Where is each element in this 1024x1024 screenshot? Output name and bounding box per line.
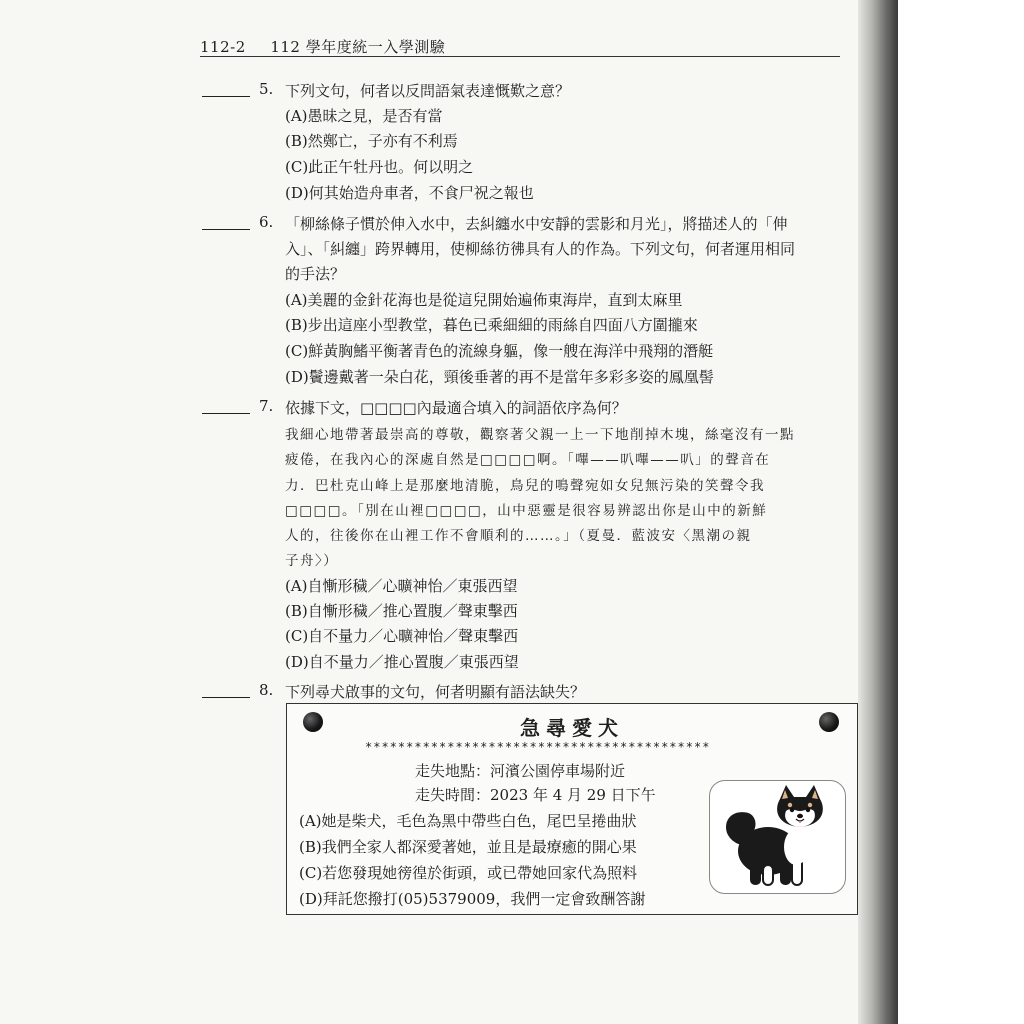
passage-line-3: 力．巴杜克山峰上是那麼地清脆，鳥兒的鳴聲宛如女兒無污染的笑聲令我: [285, 478, 765, 494]
option-b: (B)步出這座小型教堂，暮色已乘細細的雨絲自四面八方圍攏來: [285, 316, 698, 334]
passage-line-1: 我細心地帶著最崇高的尊敬，觀察著父親一上一下地削掉木塊，絲毫沒有一點: [285, 427, 795, 443]
passage-line-4: □□□□。「別在山裡□□□□，山中惡靈是很容易辨認出你是山中的新鮮: [285, 503, 768, 519]
answer-blank: [202, 697, 250, 698]
notice-title: 急尋愛犬: [520, 716, 624, 740]
option-a: (A)自慚形穢／心曠神怡／東張西望: [285, 577, 518, 595]
option-c: (C)此正午牡丹也。何以明之: [285, 158, 474, 176]
question-number: 6.: [259, 213, 274, 231]
lost-dog-notice: [286, 703, 858, 915]
passage-line-2: 疲倦，在我內心的深處自然是□□□□啊。「嗶——叭嗶——叭」的聲音在: [285, 452, 771, 468]
question-stem-line-1: 「柳絲條子慣於伸入水中，去糾纏水中安靜的雲影和月光」，將描述人的「伸: [285, 215, 788, 233]
dog-picture-frame: [709, 780, 846, 894]
answer-blank: [202, 413, 250, 414]
passage-line-5: 人的，往後你在山裡工作不會順利的……。」（夏曼．藍波安〈黑潮の親: [285, 528, 752, 544]
header-rule: [200, 56, 840, 57]
option-b: (B)然鄭亡，子亦有不利焉: [285, 132, 458, 150]
option-d: (D)鬢邊戴著一朵白花，頸後垂著的再不是當年多彩多姿的鳳凰髻: [285, 368, 714, 386]
option-a: (A)美麗的金針花海也是從這兒開始遍佈東海岸，直到太麻里: [285, 291, 683, 309]
answer-blank: [202, 229, 250, 230]
notice-option-c: (C)若您發現她徬徨於街頭，或已帶她回家代為照料: [299, 864, 638, 882]
page-label: 112-2: [200, 38, 246, 56]
option-d: (D)何其始造舟車者，不食尸祝之報也: [285, 184, 534, 202]
notice-location: 走失地點：河濱公園停車場附近: [415, 762, 626, 780]
option-b: (B)自慚形穢／推心置腹／聲東擊西: [285, 602, 518, 620]
notice-time: 走失時間：2023 年 4 月 29 日下午: [415, 786, 656, 804]
exam-title: 112 學年度統一入學測驗: [270, 38, 446, 56]
option-d: (D)自不量力／推心置腹／東張西望: [285, 653, 519, 671]
question-number: 5.: [259, 80, 274, 98]
question-number: 7.: [259, 397, 274, 415]
question-stem: 下列文句，何者以反問語氣表達慨歎之意？: [285, 82, 571, 100]
question-stem: 下列尋犬啟事的文句，何者明顯有語法缺失？: [285, 683, 586, 701]
question-number: 8.: [259, 681, 274, 699]
question-stem-line-2: 入」、「糾纏」跨界轉用，使柳絲彷彿具有人的作為。下列文句，何者運用相同: [285, 240, 796, 258]
answer-blank: [202, 96, 250, 97]
passage-line-6: 子舟〉）: [285, 553, 339, 569]
notice-option-a: (A)她是柴犬，毛色為黑中帶些白色，尾巴呈捲曲狀: [299, 812, 637, 830]
question-stem-line-3: 的手法？: [285, 265, 346, 283]
notice-option-d: (D)拜託您撥打(05)5379009，我們一定會致酬答謝: [299, 890, 646, 908]
star-divider: ******************************************: [365, 740, 711, 754]
book-spine-shadow: [858, 0, 898, 1024]
question-stem: 依據下文，□□□□內最適合填入的詞語依序為何？: [285, 399, 627, 417]
notice-option-b: (B)我們全家人都深愛著她，並且是最療癒的開心果: [299, 838, 637, 856]
scan-margin: [898, 0, 1024, 1024]
option-a: (A)愚昧之見，是否有當: [285, 107, 443, 125]
shiba-dog-icon: [710, 781, 845, 893]
option-c: (C)鮮黃胸鰭平衡著青色的流線身軀，像一艘在海洋中飛翔的潛艇: [285, 342, 714, 360]
page-header: [200, 36, 445, 57]
option-c: (C)自不量力／心曠神怡／聲東擊西: [285, 627, 519, 645]
